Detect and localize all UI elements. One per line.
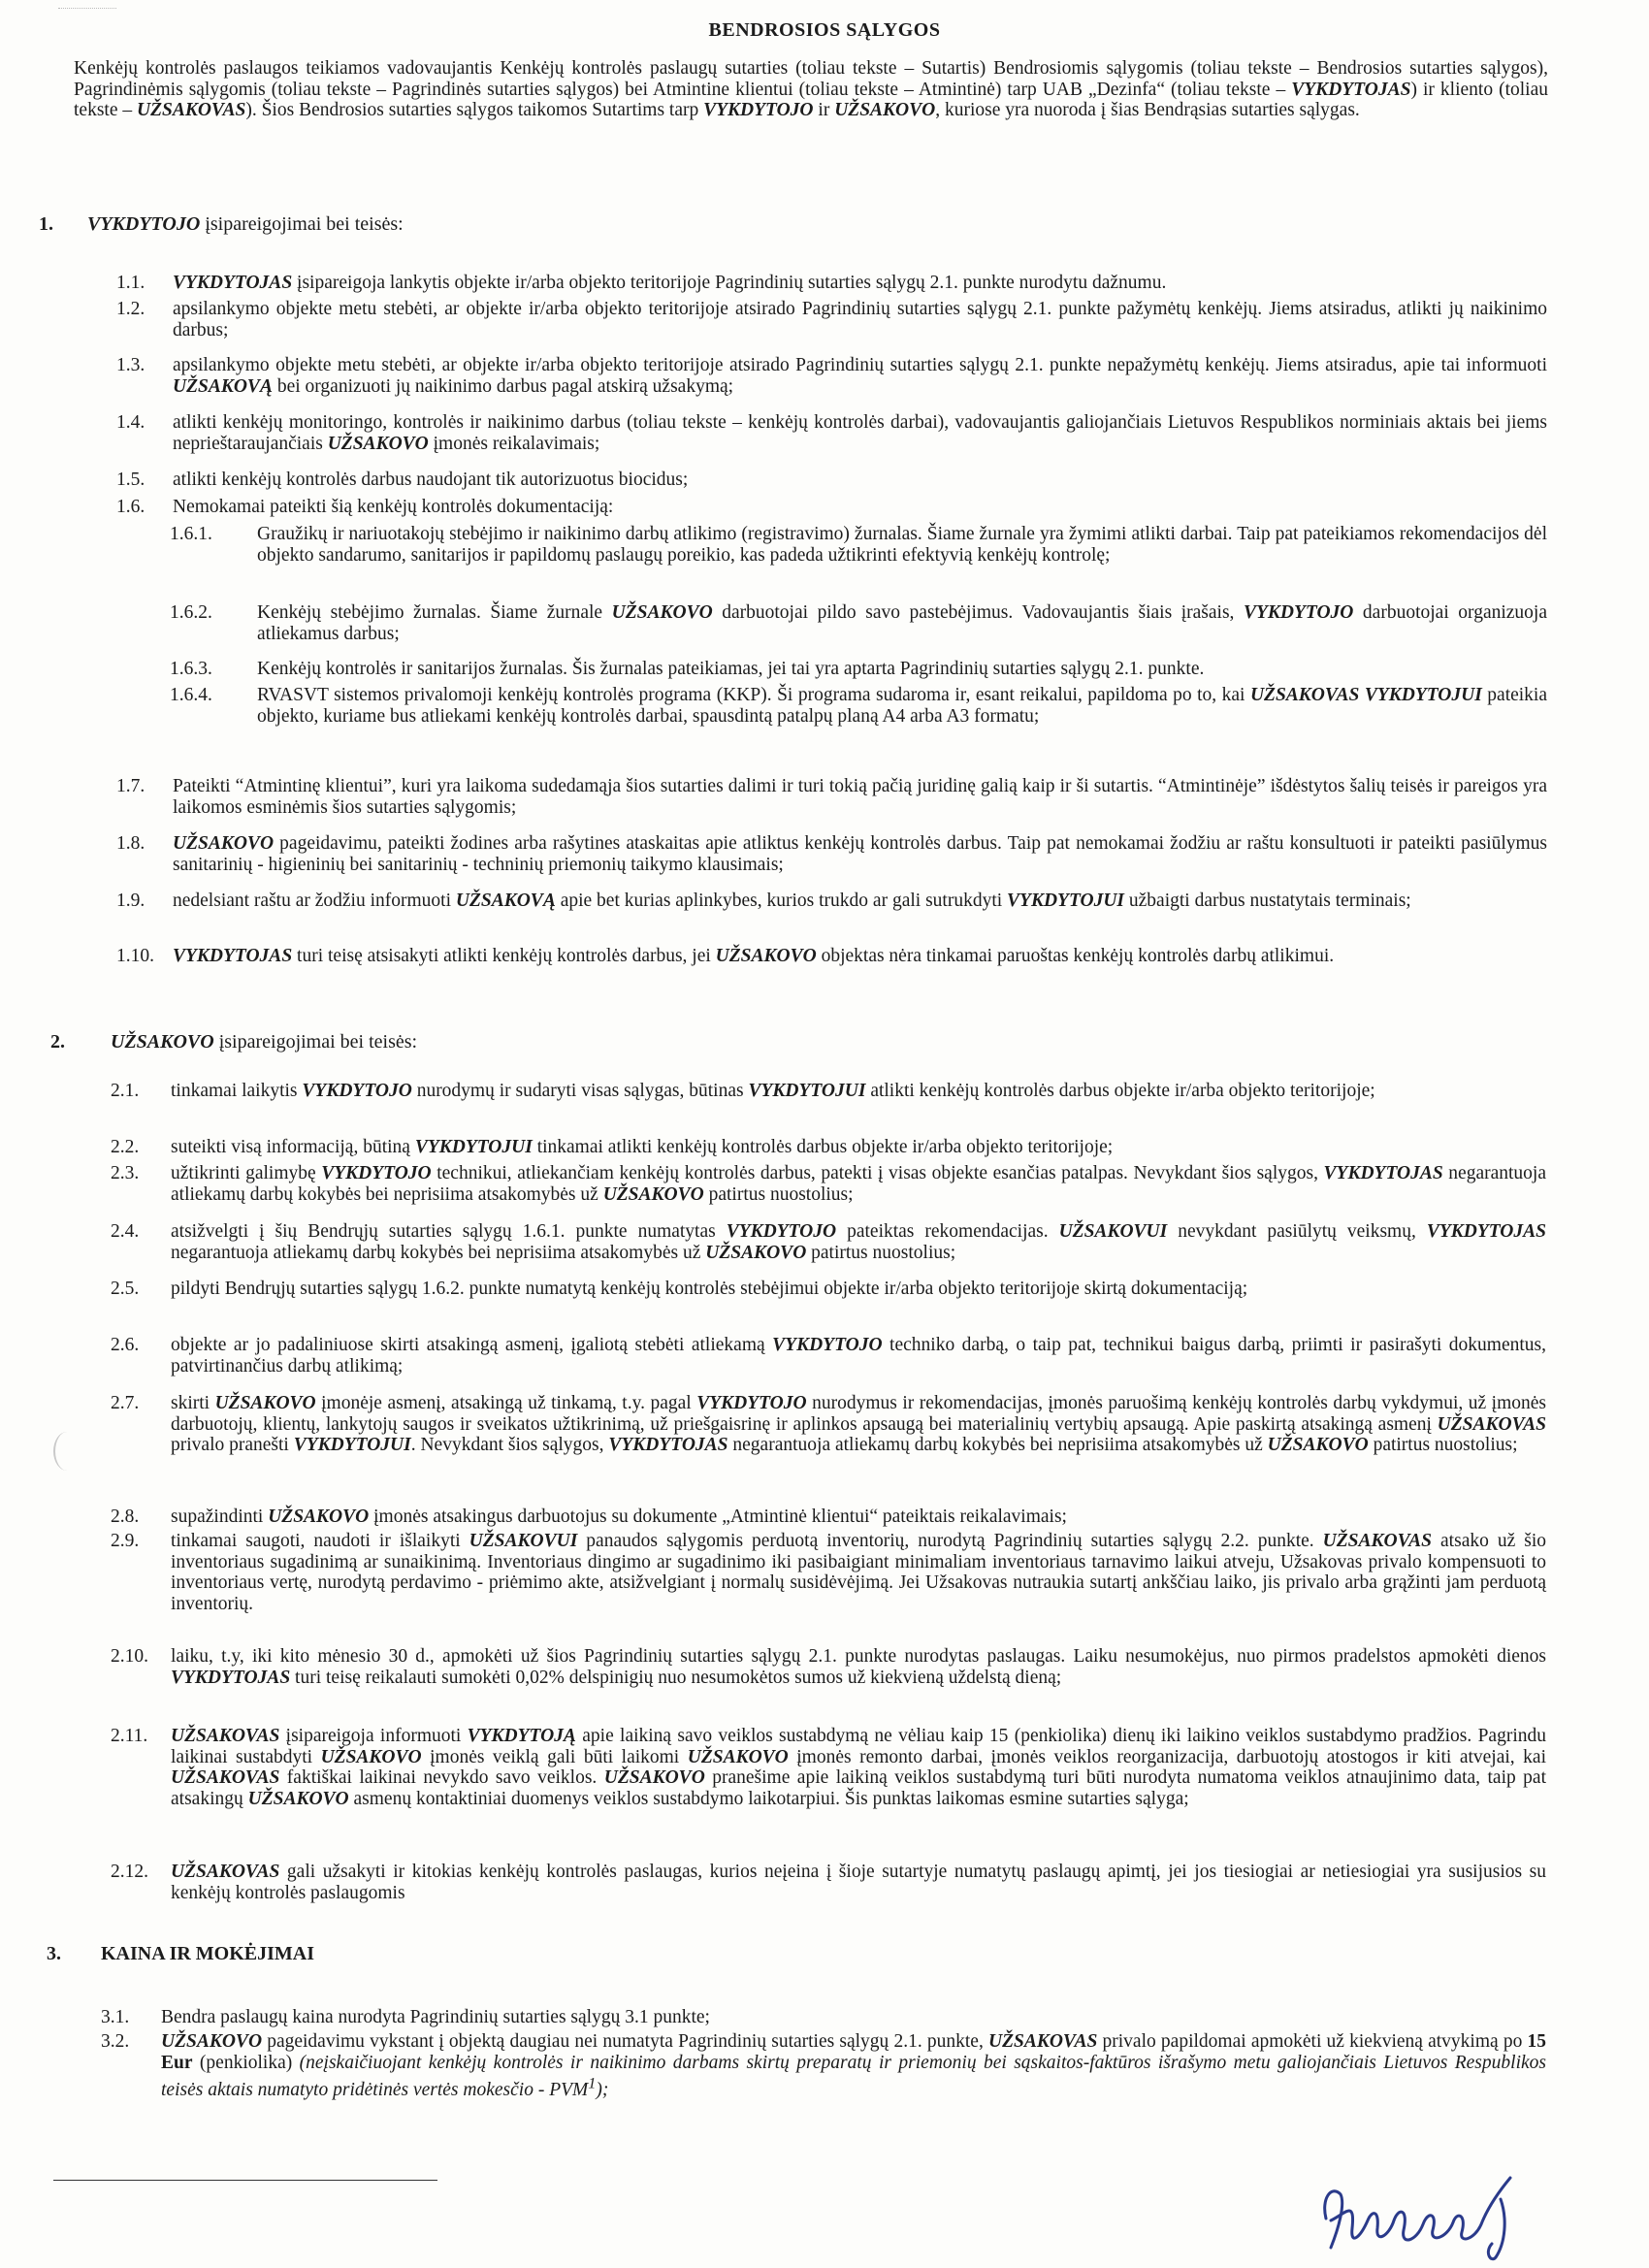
list-item <box>116 891 1547 912</box>
item-number: 2.4. <box>111 1221 140 1242</box>
list-item <box>101 2031 1546 2100</box>
item-text: RVASVT sistemos privalomoji kenkėjų kontrolės programa (KKP). Ši programa sudaroma ir, esant reikalui, papildoma po to, kai UŽSAKOVAS VYKDYTOJUI pateikia objekto, kuriame bus atliekami kenkėjų kontrolės darbai, spausdintą patalpų planą A4 arba A3 formatu; <box>257 685 1548 727</box>
list-item <box>116 833 1547 875</box>
item-text: Bendra paslaugų kaina nurodyta Pagrindinių sutarties sąlygų 3.1 punkte; <box>161 2007 710 2027</box>
section-number: 1. <box>39 213 53 235</box>
scan-artifact <box>53 1432 81 1471</box>
item-text: tinkamai saugoti, naudoti ir išlaikyti UŽSAKOVUI panaudos sąlygomis perduotą inventorių, nurodytą Pagrindinių sutarties sąlygų 2.2. punkte. UŽSAKOVAS atsako už šio inventoriaus sugadinimą ar sunaikinimą. Inventoriaus dingimo ar sugadinimo iki pasibaigiant minimaliam inventoriaus tarnavimo laikui atveju, Užsakovas privalo kompensuoti to inventoriaus vertę, nurodytą perdavimo - priėmimo akte, atsižvelgiant į normalų susidėvėjimą. Jei Užsakovas nutraukia sutartį ankščiau laiko, jis privalo arba grąžinti jam perduotą inventorių. <box>171 1531 1547 1614</box>
item-text: VYKDYTOJAS turi teisę atsisakyti atlikti kenkėjų kontrolės darbus, jei UŽSAKOVO objektas nėra tinkamai paruoštas kenkėjų kontrolės darbų atlikimui. <box>173 946 1335 966</box>
list-item <box>111 1221 1546 1263</box>
item-text: Pateikti “Atmintinę klientui”, kuri yra laikoma sudedamąja šios sutarties dalimi ir turi tokią pačią juridinę galią kaip ir ši sutartis. “Atmintinėje” išdėstytos šalių teisės ir pareigos yra laikomos esminėmis šios sutarties sąlygomis; <box>173 776 1547 818</box>
item-text: UŽSAKOVO pageidavimu, pateikti žodines arba rašytines ataskaitas apie atliktus kenkėjų kontrolės darbus. Taip pat nemokamai žodžiu ar raštu konsultuoti ir pateikti pasiūlymus sanitarinių - higieninių bei sanitarinių - techninių priemonių taikymo klausimais; <box>173 833 1547 875</box>
item-number: 1.10. <box>116 946 154 966</box>
item-text: skirti UŽSAKOVO įmonėje asmenį, atsakingą už tinkamą, t.y. pagal VYKDYTOJO nurodymus ir rekomendacijas, įmonės paruošimą kenkėjų kontrolės darbų vykdymui, už įmonės darbuotojų, klientų, lankytojų saugos ir sveikatos užtikrinimą, už priešgaisrinę ir aplinkos apsaugą bei materialinių vertybių apsaugą. Apie paskirtą atsakingą asmenį UŽSAKOVAS privalo pranešti VYKDYTOJUI. Nevykdant šios sąlygos, VYKDYTOJAS negarantuoja atliekamų darbų kokybės bei neprisiima atsakomybės už UŽSAKOVO patirtus nuostolius; <box>171 1393 1546 1455</box>
item-text: laiku, t.y, iki kito mėnesio 30 d., apmokėti už šios Pagrindinių sutarties sąlygų 2.1. punkte nurodytas paslaugas. Laiku nesumokėjus, nuo pirmos pradelstos apmokėti dienos VYKDYTOJAS turi teisę reikalauti sumokėti 0,02% delspinigių nuo nesumokėtos sumos už kiekvieną uždelstą dieną; <box>171 1646 1546 1688</box>
item-text: apsilankymo objekte metu stebėti, ar objekte ir/arba objekto teritorijoje atsirado Pagrindinių sutarties sąlygų 2.1. punkte pažymėtų kenkėjų. Jiems atsiradus, atlikti jų naikinimo darbus; <box>173 299 1547 340</box>
item-number: 1.2. <box>116 299 146 319</box>
footnote-separator <box>53 2180 437 2181</box>
item-text: nedelsiant raštu ar žodžiu informuoti UŽSAKOVĄ apie bet kurias aplinkybes, kurios trukdo ar gali sutrukdyti VYKDYTOJUI užbaigti darbus nustatytais terminais; <box>173 891 1411 911</box>
list-item <box>111 1081 1546 1102</box>
section-heading-emphasis: UŽSAKOVO <box>111 1031 214 1053</box>
list-item <box>111 1393 1546 1456</box>
list-item <box>170 602 1547 644</box>
item-number: 2.10. <box>111 1646 148 1667</box>
section-number: 3. <box>47 1943 61 1964</box>
item-text: tinkamai laikytis VYKDYTOJO nurodymų ir sudaryti visas sąlygas, būtinas VYKDYTOJUI atlikti kenkėjų kontrolės darbus objekte ir/arba objekto teritorijoje; <box>171 1081 1375 1101</box>
item-text: apsilankymo objekte metu stebėti, ar objekte ir/arba objekto teritorijoje atsirado Pagrindinių sutarties sąlygų 2.1. punkte nepažymėtų kenkėjų. Jiems atsiradus, apie tai informuoti UŽSAKOVĄ bei organizuoti jų naikinimo darbus pagal atskirą užsakymą; <box>173 355 1547 397</box>
item-number: 2.5. <box>111 1279 140 1299</box>
item-number: 1.6.1. <box>170 524 212 544</box>
item-number: 2.8. <box>111 1507 140 1527</box>
item-number: 3.2. <box>101 2031 130 2052</box>
intro-paragraph: Kenkėjų kontrolės paslaugos teikiamos vadovaujantis Kenkėjų kontrolės paslaugų sutarties (toliau tekste – Sutartis) Bendrosiomis sąlygomis (toliau tekste – Bendrosios sutarties sąlygos), Pagrindinėmis sąlygomis (toliau tekste – Pagrindinės sutarties sąlygos) bei Atmintine klientui (toliau tekste – Atmintinė) tarp UAB „Dezinfa“ (toliau tekste – VYKDYTOJAS) ir kliento (toliau tekste – UŽSAKOVAS). Šios Bendrosios sutarties sąlygos taikomos Sutartims tarp VYKDYTOJO ir UŽSAKOVO, kuriose yra nuoroda į šias Bendrąsias sutarties sąlygas. <box>74 58 1548 120</box>
list-item <box>170 685 1547 727</box>
item-text: objekte ar jo padaliniuose skirti atsakingą asmenį, įgaliotą stebėti atliekamą VYKDYTOJO techniko darbą, o taip pat, technikui baigus darbą, priimti ir pasirašyti dokumentus, patvirtinančius darbų atlikimą; <box>171 1335 1546 1377</box>
list-item <box>116 946 1547 967</box>
item-text: Graužikų ir nariuotakojų stebėjimo ir naikinimo darbų atlikimo (registravimo) žurnalas. Šiame žurnale yra žymimi atlikti darbai. Taip pat pateikiamos rekomendacijos dėl objekto sandarumo, sanitarijos ir papildomų paslaugų poreikio, kas padeda užtikrinti efektyvią kenkėjų kontrolę; <box>257 524 1547 566</box>
list-item <box>111 1137 1546 1158</box>
item-number: 2.2. <box>111 1137 140 1157</box>
item-number: 2.6. <box>111 1335 140 1355</box>
section-heading-text: KAINA IR MOKĖJIMAI <box>101 1943 315 1964</box>
list-item <box>170 659 1547 680</box>
item-text: Kenkėjų kontrolės ir sanitarijos žurnalas. Šis žurnalas pateikiamas, jei tai yra aptarta Pagrindinių sutarties sąlygų 2.1. punkte. <box>257 659 1205 679</box>
list-item <box>111 1279 1546 1300</box>
item-number: 1.5. <box>116 470 146 490</box>
signature-stroke <box>1325 2178 1510 2259</box>
item-number: 2.1. <box>111 1081 140 1101</box>
list-item <box>116 355 1547 397</box>
document-title: BENDROSIOS SĄLYGOS <box>708 19 941 41</box>
list-item <box>116 273 1547 294</box>
item-text: pildyti Bendrųjų sutarties sąlygų 1.6.2. punkte numatytą kenkėjų kontrolės stebėjimui objekte ir/arba objekto teritorijoje skirtą dokumentaciją; <box>171 1279 1248 1299</box>
item-text: atlikti kenkėjų kontrolės darbus naudojant tik autorizuotus biocidus; <box>173 470 689 490</box>
item-number: 2.3. <box>111 1163 140 1183</box>
item-text: UŽSAKOVO pageidavimu vykstant į objektą daugiau nei numatyta Pagrindinių sutarties sąlygų 2.1. punkte, UŽSAKOVAS privalo papildomai apmokėti už kiekvieną atvykimą po 15 Eur (penkiolika) (neįskaičiuojant kenkėjų kontrolės ir naikinimo darbams skirtų preparatų ir priemonių bei sąskaitos-faktūros išrašymo metu galiojančiais Lietuvos Respublikos teisės aktais numatyto pridėtinės vertės mokesčio - PVM$^1$); <box>161 2031 1546 2100</box>
item-number: 2.9. <box>111 1531 140 1551</box>
section-heading-text: įsipareigojimai bei teisės: <box>200 213 404 235</box>
item-text: atlikti kenkėjų monitoringo, kontrolės ir naikinimo darbus (toliau tekste – kenkėjų kontrolės darbai), vadovaujantis galiojančiais Lietuvos Respublikos norminiais aktais bei jiems neprieštaraujančiais UŽSAKOVO įmonės reikalavimais; <box>173 412 1547 454</box>
item-number: 1.4. <box>116 412 146 433</box>
item-text: Kenkėjų stebėjimo žurnalas. Šiame žurnale UŽSAKOVO darbuotojai pildo savo pastebėjimus. Vadovaujantis šiais įrašais, VYKDYTOJO darbuotojai organizuoja atliekamus darbus; <box>257 602 1547 644</box>
item-number: 1.6. <box>116 497 146 517</box>
section-heading-text: įsipareigojimai bei teisės: <box>213 1031 418 1053</box>
list-item <box>116 776 1547 818</box>
item-number: 1.6.2. <box>170 602 212 623</box>
item-text: VYKDYTOJAS įsipareigoja lankytis objekte ir/arba objekto teritorijoje Pagrindinių sutarties sąlygų 2.1. punkte nurodytu dažnumu. <box>173 273 1167 293</box>
item-number: 2.11. <box>111 1726 148 1746</box>
list-item <box>111 1163 1546 1205</box>
list-item <box>111 1335 1546 1377</box>
list-item <box>116 470 1547 491</box>
list-item <box>101 2007 1546 2028</box>
item-text: atsižvelgti į šių Bendrųjų sutarties sąlygų 1.6.1. punkte numatytas VYKDYTOJO pateiktas rekomendacijas. UŽSAKOVUI nevykdant pasiūlytų veiksmų, VYKDYTOJAS negarantuoja atliekamų darbų kokybės bei neprisiima atsakomybės už UŽSAKOVO patirtus nuostolius; <box>171 1221 1546 1263</box>
list-item <box>116 412 1547 454</box>
item-number: 1.3. <box>116 355 146 375</box>
section-number: 2. <box>50 1031 65 1053</box>
item-number: 1.7. <box>116 776 146 796</box>
item-number: 1.6.4. <box>170 685 212 705</box>
item-number: 2.7. <box>111 1393 140 1413</box>
item-text: UŽSAKOVAS įsipareigoja informuoti VYKDYTOJĄ apie laikiną savo veiklos sustabdymą ne vėliau kaip 15 (penkiolika) dienų iki laikino veiklos sustabdymo pradžios. Pagrindu laikinai sustabdyti UŽSAKOVO įmonės veiklą gali būti laikomi UŽSAKOVO įmonės remonto darbai, įmonės veiklos reorganizacija, darbuotojų atostogos ir kiti atvejai, kai UŽSAKOVAS faktiškai laikinai nevykdo savo veiklos. UŽSAKOVO pranešime apie laikiną veiklos sustabdymą turi būti nurodyta numatoma veiklos atnaujinimo data, taip pat atsakingų UŽSAKOVO asmenų kontaktiniai duomenys veiklos sustabdymo laikotarpiui. Šis punktas laikomas esmine sutarties sąlyga; <box>171 1726 1546 1809</box>
item-number: 1.9. <box>116 891 146 911</box>
item-number: 3.1. <box>101 2007 130 2027</box>
item-number: 1.6.3. <box>170 659 212 679</box>
item-number: 2.12. <box>111 1862 148 1882</box>
list-item <box>111 1646 1546 1688</box>
item-text: Nemokamai pateikti šią kenkėjų kontrolės dokumentaciją: <box>173 497 614 517</box>
list-item <box>170 524 1547 566</box>
list-item <box>111 1531 1546 1614</box>
signature <box>1302 2160 1544 2267</box>
list-item <box>116 299 1547 340</box>
item-number: 1.1. <box>116 273 146 293</box>
list-item <box>111 1726 1546 1809</box>
scan-artifact <box>58 0 116 9</box>
list-item <box>111 1507 1546 1528</box>
item-number: 1.8. <box>116 833 146 854</box>
item-text: UŽSAKOVAS gali užsakyti ir kitokias kenkėjų kontrolės paslaugas, kurios neįeina į šioje sutartyje numatytų paslaugų apimtį, jei jos tiesiogiai ar netiesiogiai yra susijusios su kenkėjų kontrolės paslaugomis <box>171 1862 1546 1903</box>
item-text: suteikti visą informaciją, būtiną VYKDYTOJUI tinkamai atlikti kenkėjų kontrolės darbus objekte ir/arba objekto teritorijoje; <box>171 1137 1114 1157</box>
list-item <box>111 1862 1546 1903</box>
section-heading-emphasis: VYKDYTOJO <box>87 213 201 235</box>
item-text: užtikrinti galimybę VYKDYTOJO technikui, atliekančiam kenkėjų kontrolės darbus, patekti į visas objekte esančias patalpas. Nevykdant šios sąlygos, VYKDYTOJAS negarantuoja atliekamų darbų kokybės bei neprisiima atsakomybės už UŽSAKOVO patirtus nuostolius; <box>171 1163 1546 1205</box>
item-text: supažindinti UŽSAKOVO įmonės atsakingus darbuotojus su dokumente „Atmintinė klientui“ pateiktais reikalavimais; <box>171 1507 1067 1527</box>
list-item <box>116 497 1547 518</box>
